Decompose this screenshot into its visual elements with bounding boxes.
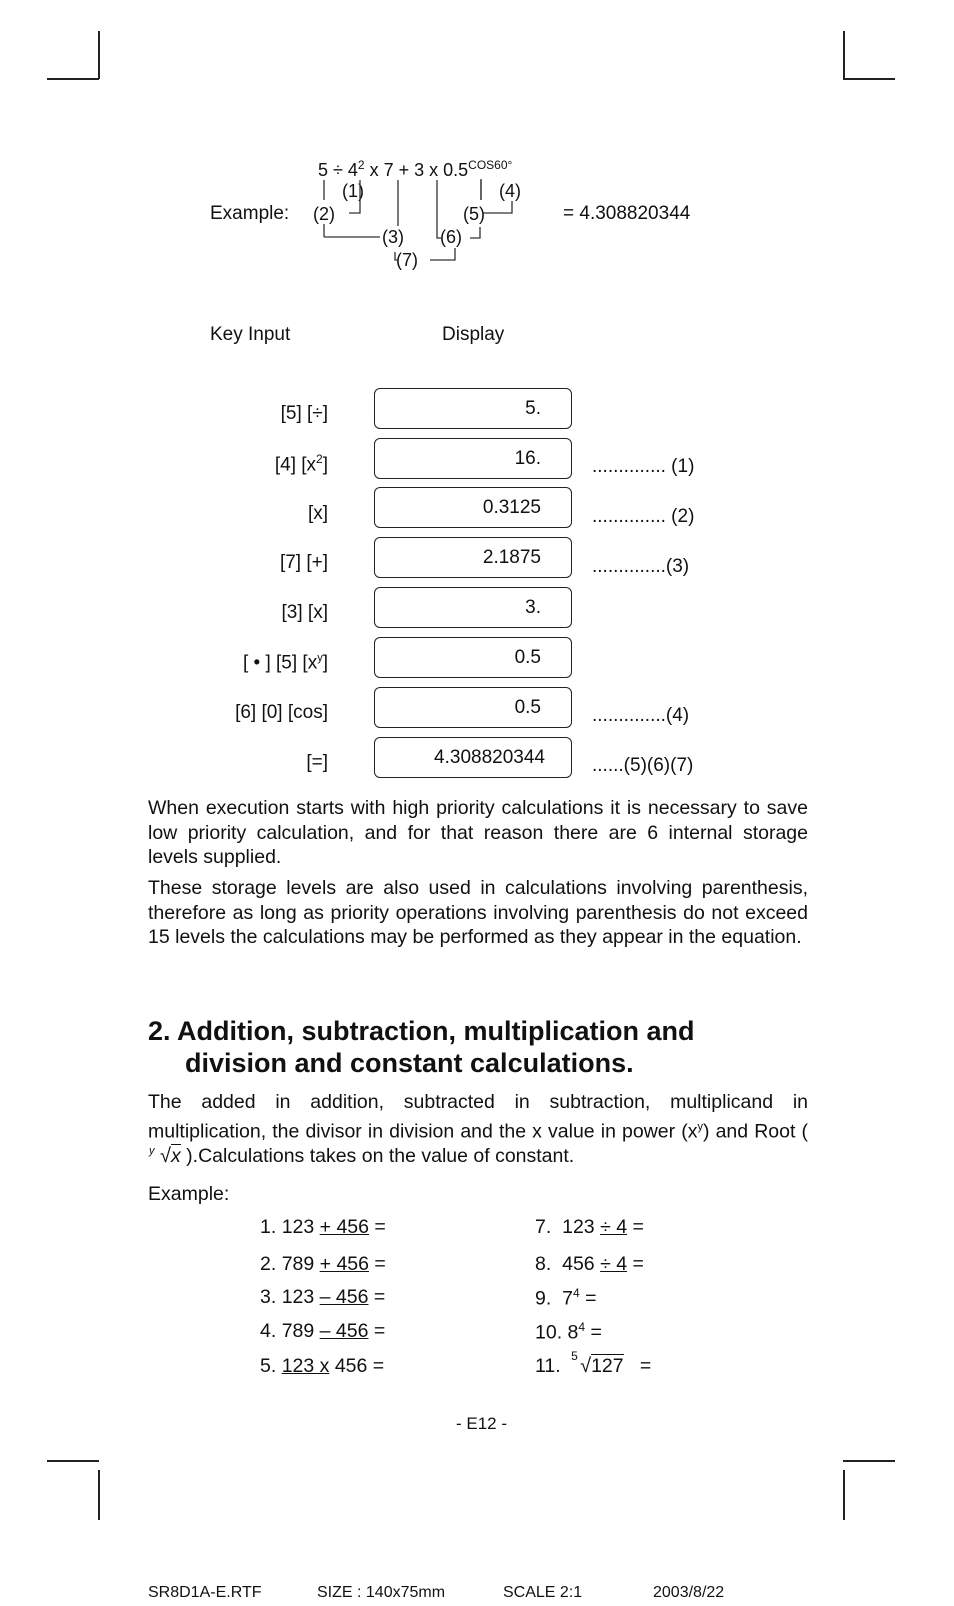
expression: $5 \div 4^2$ x 7 + 3 x $0.5^{COS60^\circ}$ [318,158,513,180]
key-row-5: [3] [x] [281,602,328,623]
paragraph-storage-levels: When execution starts with high priority calculations it is necessary to save low priority calculation, and for that reason there are 6 internal storage levels supplied. [148,797,808,868]
example-11: 11. 5 √127 = [535,1349,652,1377]
note-row-8: ......(5)(6)(7) [592,755,694,776]
marker-5: (5) [463,204,485,224]
example-4: 4. 789 – 456 = [260,1320,386,1342]
example-label-2: Example: [148,1183,230,1205]
note-row-3: .............. (2) [592,506,695,527]
display-box-3: 0.3125 [374,487,572,528]
marker-1: (1) [342,181,364,201]
example-3: 3. 123 – 456 = [260,1286,386,1308]
crop-mark [843,1470,845,1520]
example-8: 8. 456 ÷ 4 = [535,1253,644,1275]
marker-3: (3) [382,227,404,247]
display-box-4: 2.1875 [374,537,572,578]
example-10: 10. $8^4$ = [535,1320,602,1344]
note-row-2: .............. (1) [592,456,695,477]
footer-file: SR8D1A-E.RTF [148,1584,262,1601]
footer-size: SIZE : 140x75mm [317,1584,446,1601]
key-input-header: Key Input [210,324,291,345]
display-box-7: 0.5 [374,687,572,728]
key-row-1: [5] [÷] [280,403,328,424]
crop-mark [843,1460,895,1462]
page-number: - E12 - [456,1414,508,1433]
note-row-4: ..............(3) [592,556,690,577]
key-row-4: [7] [+] [279,552,328,573]
root-symbol: 5 √127 [571,1349,624,1377]
footer-date: 2003/8/22 [653,1584,725,1601]
display-box-2: 16. [374,438,572,479]
display-box-6: 0.5 [374,637,572,678]
display-box-8: 4.308820344 [374,737,572,778]
marker-7: (7) [396,250,418,270]
crop-mark [98,1470,100,1520]
marker-4: (4) [499,181,521,201]
example-5: 5. 123 x 456 = [260,1355,385,1377]
key-row-6: [ • ] [5] $[x^y]$ [242,652,328,674]
example-label: Example: [210,203,290,224]
example-1: 1. 123 + 456 = [260,1216,386,1238]
footer-scale: SCALE 2:1 [503,1584,583,1601]
section-heading: 2. Addition, subtraction, multiplication and division and constant calculations. [148,1016,695,1078]
crop-mark [47,1460,99,1462]
example-9: 9. $7^4$ = [535,1286,597,1310]
marker-2: (2) [313,204,335,224]
paragraph-parenthesis: These storage levels are also used in calculations involving parenthesis, therefore as long as priority operations involving parenthesis do not exceed 15 levels the calculations may be performed as they appear in the equation. [148,877,808,948]
key-row-3: [x] [307,503,328,524]
section-body: The added in addition, subtracted in subtraction, multiplicand in multiplication, the divisor in division and the x value in power $(x^y)$ and Root ( y √x ).Calculations takes on the value of constant. [148,1091,809,1167]
note-row-7: ..............(4) [592,705,690,726]
marker-6: (6) [440,227,462,247]
key-row-7: [6] [0] [cos] [235,702,328,723]
display-box-5: 3. [374,587,572,628]
example-result: = 4.308820344 [563,203,691,224]
example-2: 2. 789 + 456 = [260,1253,386,1275]
bracket-lines [0,0,954,300]
display-box-1: 5. [374,388,572,429]
root-symbol: y √x [149,1144,181,1167]
example-7: 7. 123 ÷ 4 = [535,1216,644,1238]
key-row-2: [4] $[x^2]$ [274,452,328,476]
display-header: Display [442,324,505,345]
key-row-8: [=] [306,752,328,773]
